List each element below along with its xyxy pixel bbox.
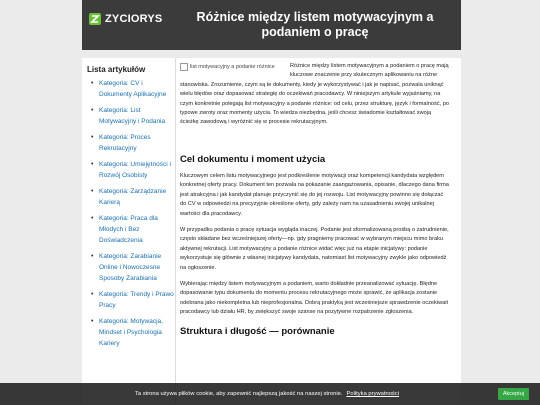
site-header	[82, 0, 461, 50]
sidebar-item-motivation[interactable]: • Kategoria: Motywacja, Mindset i Psychologia Kariery	[91, 316, 175, 349]
sidebar-item-skills[interactable]: • Kategoria: Umiejętności i Rozwój Osobisty	[91, 159, 175, 181]
paragraph: W przypadku podania o pracę sytuacja wygląda inaczej. Podanie jest sformalizowaną prośbą o zatrudnienie, często składane bez wcześniejszej oferty—np. gdy pragniemy pracować w wybranym miejscu mimo braku aktywnej rekrutacji. List motywacyjny a podanie różnice widać więc już na etapie inicjatywy: podanie wykorzystuje się głównie z własnej inicjatywy kandydata, natomiast list motywacyjny zwykle jako odpowiedź na ogłoszenie.	[180, 227, 449, 271]
section-heading-structure: Struktura i długość — porównanie	[180, 325, 335, 337]
category-list	[82, 78, 175, 349]
sidebar-item-recruitment[interactable]: • Kategoria: Proces Rekrutacyjny	[91, 132, 175, 154]
image-alt-text: list motywacyjny a podanie różnice	[190, 64, 275, 70]
page-title: Różnice między listem motywacyjnym a podaniem o pracę	[196, 10, 434, 39]
article-intro	[180, 62, 451, 146]
paragraph: Wybierając między listem motywacyjnym a podaniem, warto dokładnie przeanalizować sytuację. Błędne dopasowanie typu dokumentu do momentu procesu rekrutacyjnego może sprawić, że aplikacja zostanie odebrana jako niekompletna lub nieprofesjonalna. Dobrą praktyką jest wcześniejsze sprawdzenie oczekiwań pracodawcy lub działu HR, by zwiększyć swoje szanse na pozytywne rozpatrzenie zgłoszenia.	[180, 281, 449, 316]
accept-cookies-button[interactable]: Akceptuj	[498, 388, 529, 400]
sidebar-item-trends[interactable]: • Kategoria: Trendy i Prawo Pracy	[91, 289, 175, 311]
article-image	[180, 62, 290, 79]
privacy-policy-link[interactable]: Polityka prywatności	[346, 391, 400, 397]
section-heading-purpose: Cel dokumentu i moment użycia	[180, 154, 326, 165]
sidebar	[82, 58, 176, 405]
logo-text: ZYCIORYS	[105, 13, 163, 25]
site-logo[interactable]	[88, 12, 162, 26]
sidebar-item-cover-letter[interactable]: • Kategoria: List Motywacyjny i Podania	[91, 105, 175, 127]
paragraph: Kluczowym celem listu motywacyjnego jest podkreślenie motywacji oraz kompetencji kandydata względem konkretnej oferty pracy. Dokument ten pozwala na pokazanie zaangażowania, opisanie, dlaczego dana firma jest atrakcyjna i jak kandydat planuje przyczynić się do jej rozwoju. List motywacyjny powinno się dołączać do CV w odpowiedzi na precyzyjnie określone oferty, gdy zależy nam na uzasadnieniu swojej unikalnej wartości dla pracodawcy.	[180, 173, 449, 217]
sidebar-item-cv[interactable]: • Kategoria: CV i Dokumenty Aplikacyjne	[91, 78, 175, 100]
logo-icon	[88, 12, 102, 26]
sidebar-item-career[interactable]: • Kategoria: Zarządzanie Karierą	[91, 186, 175, 208]
cookie-banner	[0, 383, 540, 405]
article-content	[176, 58, 461, 338]
sidebar-item-youth[interactable]: • Kategoria: Praca dla Młodych i Bez Doświadczenia	[91, 213, 175, 246]
cookie-text: Ta strona używa plików cookie, aby zapewnić najlepszą jakość na naszej stronie.	[134, 391, 343, 397]
broken-image-icon	[180, 63, 188, 71]
sidebar-heading: Lista artykułów	[87, 65, 146, 74]
intro-paragraph: Różnice między listem motywacyjnym a podaniem o pracę mają kluczowe znaczenie przy skutecznym aplikowaniu na różne stanowiska. Zrozumienie, czym są te dokumenty, kiedy je wykorzystywać i jak je napisać, pozwala uniknąć wielu błędów oraz dopasować strategię do oczekiwań pracodawcy. W niniejszym artykule wyjaśniamy, na czym konkretnie polegają list motywacyjny a podanie różnice: od celu, przez strukturę, język i formalność, po typowe zwroty oraz momenty użycia. To wiedza niezbędna, jeśli chcesz świadomie kształtować swoją ścieżkę zawodową i wyróżnić się w procesie rekrutacyjnym.	[180, 63, 449, 126]
article-main	[176, 58, 461, 405]
sidebar-item-online[interactable]: • Kategoria: Zarabianie Online i Nowoczesne Sposoby Zarabiania	[91, 251, 175, 284]
